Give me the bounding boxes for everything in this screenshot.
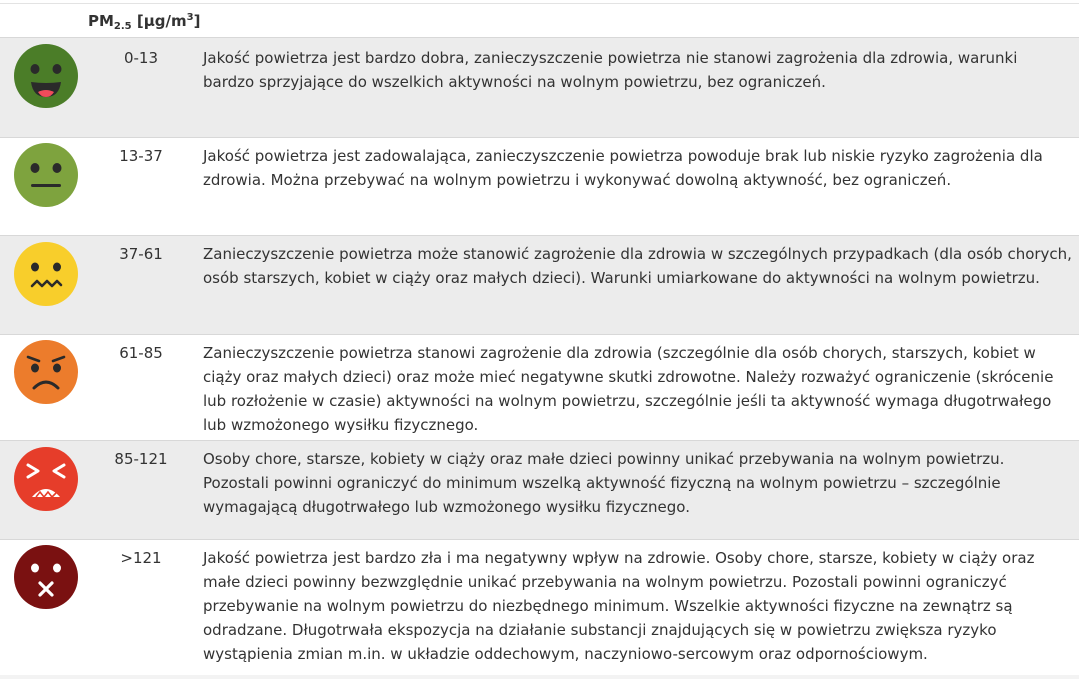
row-description: Zanieczyszczenie powietrza stanowi zagrożenie dla zdrowia (szczególnie dla osób chorych, starszych, kobiet w ciąży oraz małych dzieci) oraz może mieć negatywne skutki zdrowotne. Należy rozważyć ograniczenie (skrócenie lub rozłożenie w czasie) aktywności na wolnym powietrzu, szczególnie jeśli ta aktywność wymaga długotrwałego lub wzmożonego wysiłku fizycznego. (203, 344, 1054, 434)
sufficient-face-icon (14, 340, 78, 404)
bottom-border (0, 675, 1079, 679)
pm-range: 85-121 (114, 450, 168, 468)
row-description: Jakość powietrza jest zadowalająca, zanieczyszczenie powietrza powoduje brak lub niskie ryzyko zagrożenia dla zdrowia. Można przebywać na wolnym powietrzu i wykonywać dowolną aktywność, bez ograniczeń. (203, 147, 1043, 189)
table-row (0, 138, 1079, 236)
unit-open: [μg/m (131, 12, 187, 30)
row-description: Osoby chore, starsze, kobiety w ciąży oraz małe dzieci powinny unikać przebywania na wolnym powietrzu. Pozostali powinni ograniczyć do minimum wszelką aktywność fizyczną na wolnym powietrzu – szczególnie wymagającą długotrwałego lub wzmożonego wysiłku fizycznego. (203, 450, 1005, 516)
table-row (0, 236, 1079, 335)
pm-prefix: PM (88, 12, 114, 30)
bad-face-icon (14, 447, 78, 511)
moderate-face-icon (14, 242, 78, 306)
unit-close: ] (193, 12, 201, 30)
row-description: Jakość powietrza jest bardzo zła i ma negatywny wpływ na zdrowie. Osoby chore, starsze, kobiety w ciąży oraz małe dzieci powinny bezwzględnie unikać przebywania na wolnym powietrzu. Pozostali powinni ograniczyć przebywanie na wolnym powietrzu do niezbędnego minimum. Wszelkie aktywności fizyczne na zewnątrz są odradzane. Długotrwała ekspozycja na działanie substancji znajdujących się w powietrzu zwiększa ryzyko wystąpienia zmian m.in. w układzie oddechowym, naczyniowo-sercowym oraz odpornościowym. (203, 549, 1035, 663)
table-row (0, 441, 1079, 540)
very-good-face-icon (14, 44, 78, 108)
very-bad-face-icon (14, 545, 78, 609)
table-row (0, 540, 1079, 675)
pm-range: 13-37 (119, 147, 163, 165)
pm-range: >121 (120, 549, 162, 567)
pm-range: 0-13 (123, 49, 159, 67)
good-face-icon (14, 143, 78, 207)
table-row (0, 335, 1079, 441)
row-description: Zanieczyszczenie powietrza może stanowić zagrożenie dla zdrowia w szczególnych przypadkach (dla osób chorych, osób starszych, kobiet w ciąży oraz małych dzieci). Warunki umiarkowane do aktywności na wolnym powietrzu. (203, 245, 1072, 287)
table-row (0, 38, 1079, 138)
pm-range: 61-85 (119, 344, 163, 362)
table-header (0, 4, 1079, 38)
row-description: Jakość powietrza jest bardzo dobra, zanieczyszczenie powietrza nie stanowi zagrożenia dla zdrowia, warunki bardzo sprzyjające do wszelkich aktywności na wolnym powietrzu, bez ograniczeń. (203, 49, 1018, 91)
pm-range: 37-61 (119, 245, 163, 263)
pm25-column-header (88, 12, 200, 32)
pm-subscript: 2.5 (113, 21, 132, 32)
unit-superscript: 3 (186, 12, 194, 23)
